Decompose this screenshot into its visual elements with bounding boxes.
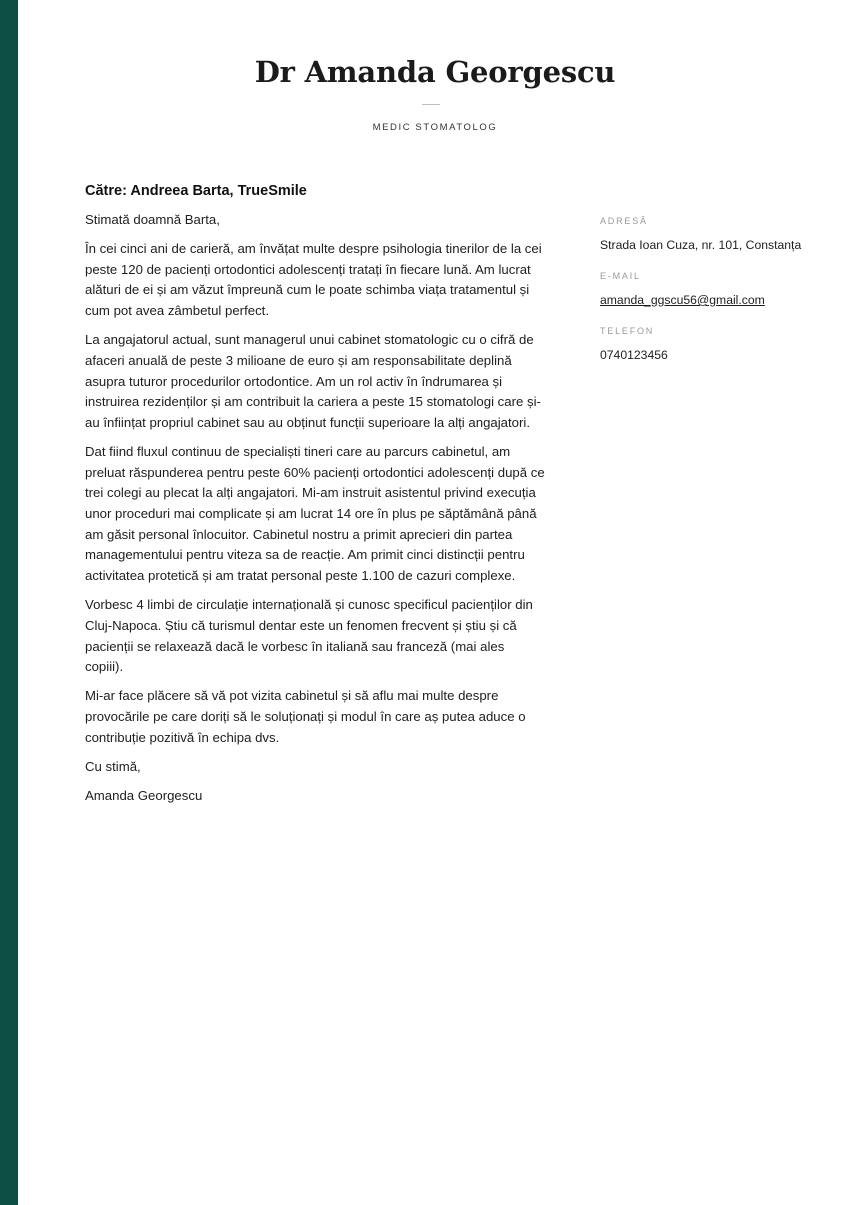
salutation: Stimată doamnă Barta, [85,212,220,227]
contact-sidebar [600,214,830,379]
letter-body [85,180,545,815]
signature: Amanda Georgescu [85,787,203,803]
address-label: ADRESĂ [600,216,648,226]
letter-paragraph-4: Vorbesc 4 limbi de circulație internațională și cunosc specificul pacienților din Cluj-Napoca. Știu că turismul dentar este un fenomen frecvent și știu și că pacienții se relaxează dacă le vorbesc în italiană sau franceză (mai ales copiii). [85,597,533,675]
phone-value: 0740123456 [600,348,668,362]
accent-bar [0,0,18,1205]
email-label: E-MAIL [600,271,641,281]
email-link[interactable]: amanda_ggscu56@gmail.com [600,293,765,307]
job-title: MEDIC STOMATOLOG [372,122,498,133]
letter-paragraph-3: Dat fiind fluxul continuu de specialiști tineri care au parcurs cabinetul, am preluat răspunderea pentru peste 60% pacienți ortodontici adolescenți după ce trei colegi au plecat la alți angajatori. Mi-am instruit asistentul privind execuția unor proceduri mai complicate și am lucrat 14 ore în plus pe săptămână până am găsit personal înlocuitor. Cabinetul nostru a primit aprecieri din partea managementului pentru viteza sa de reacție. Am primit cinci distincții pentru activitatea protetică și am tratat personal peste 1.100 de cazuri complexe. [85,443,545,584]
letter-paragraph-2: La angajatorul actual, sunt managerul unui cabinet stomatologic cu o cifră de afaceri anuală de peste 3 milioane de euro și am responsabilitate deplină asupra tuturor procedurilor ortodontice. Am un rol activ în îndrumarea și instruirea rezidenților și am contribuit la cariera a peste 15 stomatologi care și-au înființat propriul cabinet sau au obținut funcții superioare la alți angajatori. [85,332,541,430]
letter-paragraph-5: Mi-ar face plăcere să vă pot vizita cabinetul și să aflu mai multe despre provocările pe care doriți să le soluționați și modul în care aș putea aduce o contribuție pozitivă în echipa dvs. [85,688,526,745]
closing: Cu stimă, [85,758,141,774]
page-title: Dr Amanda Georgescu [254,55,616,89]
phone-label: TELEFON [600,326,655,336]
address-value: Strada Ioan Cuza, nr. 101, Constanța [600,238,802,252]
letter-paragraph-1: În cei cinci ani de carieră, am învățat multe despre psihologia tinerilor de la cei peste 120 de pacienți ortodontici adolescenți tratați în fiecare lună. Am lucrat alături de ei și am văzut împreună cum le poate schimba viața tratamentul și cum pot avea zâmbetul perfect. [85,241,542,319]
recipient-line: Către: Andreea Barta, TrueSmile [85,183,307,199]
title-divider [422,104,440,105]
